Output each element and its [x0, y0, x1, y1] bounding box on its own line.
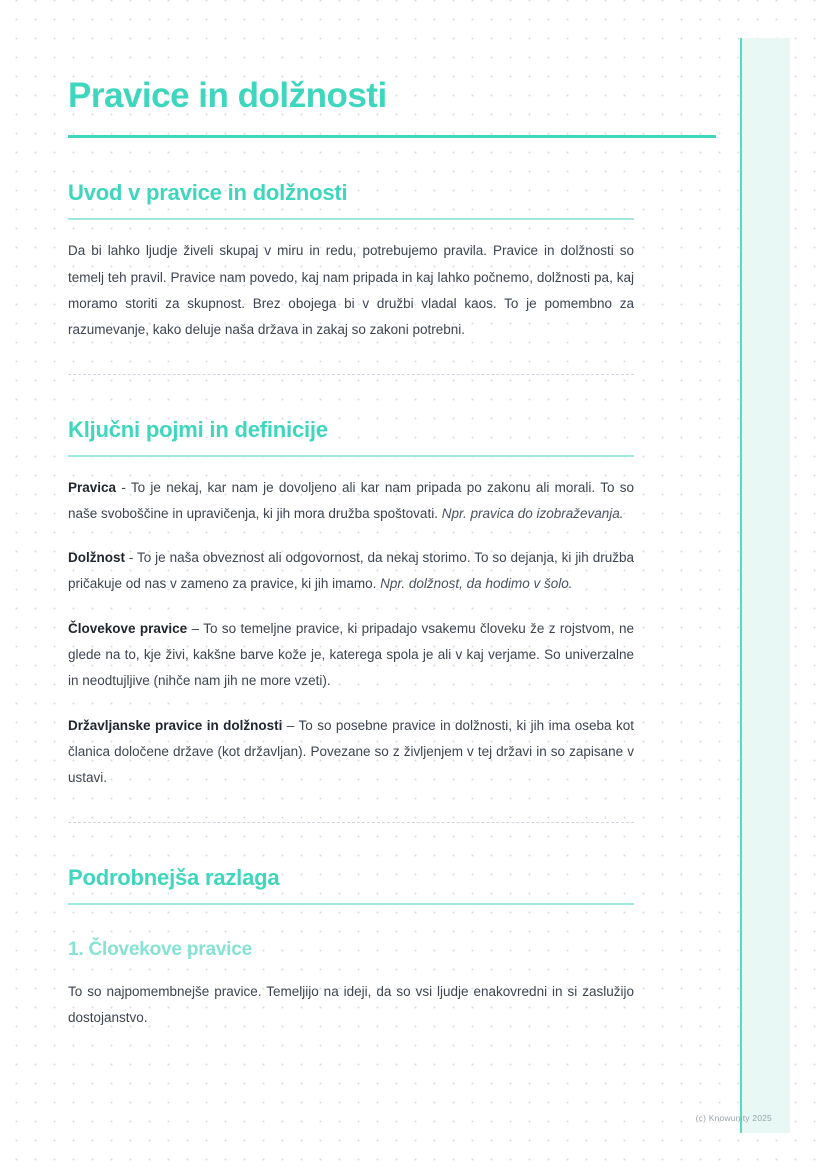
- section-heading-detail: Podrobnejša razlaga: [68, 864, 280, 890]
- definition-example: Npr. dolžnost, da hodimo v šolo.: [380, 576, 573, 592]
- detail-paragraph: To so najpomembnejše pravice. Temeljijo na ideji, da so vsi ljudje enakovredni in si zaslužijo dostojanstvo.: [68, 983, 634, 1025]
- definition-item: [68, 545, 634, 598]
- intro-paragraph: Da bi lahko ljudje živeli skupaj v miru in redu, potrebujemo pravila. Pravice in dolžnosti so temelj teh pravil. Pravice nam povedo, kaj nam pripada in kaj lahko počnemo, dolžnosti pa, kaj moramo storiti za skupnost. Brez obojega bi v družbi vladal kaos. To je pomembno za razumevanje, kako deluje naša država in zakaj so zakoni potrebni.: [68, 243, 634, 338]
- section-underline: [68, 455, 634, 457]
- definition-text: – To so temeljne pravice, ki pripadajo vsakemu človeku že z rojstvom, ne glede na to, kje živi, kakšne barve kože je, katerega spola je ali v kaj verjame. So univerzalne in neodtujljive (nihče nam jih ne more vzeti).: [68, 620, 634, 689]
- definition-text: - To je naša obveznost ali odgovornost, da nekaj storimo. To so dejanja, ki jih družba pričakuje od nas v zameno za pravice, ki jih imamo.: [68, 550, 634, 592]
- section-heading-intro: Uvod v pravice in dolžnosti: [68, 180, 348, 206]
- definition-term: Dolžnost: [68, 550, 125, 566]
- section-heading-key-terms: Ključni pojmi in definicije: [68, 416, 328, 442]
- definition-item: [68, 475, 634, 528]
- definition-text: - To je nekaj, kar nam je dovoljeno ali kar nam pripada po zakonu ali morali. To so naše svoboščine in upravičenja, ki jih mora družba spoštovati.: [68, 479, 634, 521]
- definition-text: – To so posebne pravice in dolžnosti, ki jih ima oseba kot članica določene države (kot državljan). Povezane so z življenjem v tej državi in so zapisane v ustavi.: [68, 717, 634, 786]
- section-underline: [68, 903, 634, 905]
- definition-term: Pravica: [68, 479, 117, 495]
- definition-item: [68, 713, 634, 792]
- definition-term: Človekove pravice: [68, 620, 188, 636]
- section-divider: [68, 822, 634, 823]
- document-content: [68, 38, 634, 1031]
- definition-term: Državljanske pravice in dolžnosti: [68, 717, 283, 733]
- section-divider: [68, 374, 634, 375]
- title-underline: [68, 135, 716, 138]
- copyright-footer: (c) Knowunity 2025: [695, 1113, 772, 1123]
- definition-item: [68, 616, 634, 695]
- subsection-heading-human-rights: 1. Človekove pravice: [68, 938, 252, 960]
- definition-example: Npr. pravica do izobraževanja.: [441, 505, 624, 521]
- right-accent-band: [740, 38, 790, 1133]
- page-title: Pravice in dolžnosti: [68, 76, 387, 115]
- section-underline: [68, 218, 634, 220]
